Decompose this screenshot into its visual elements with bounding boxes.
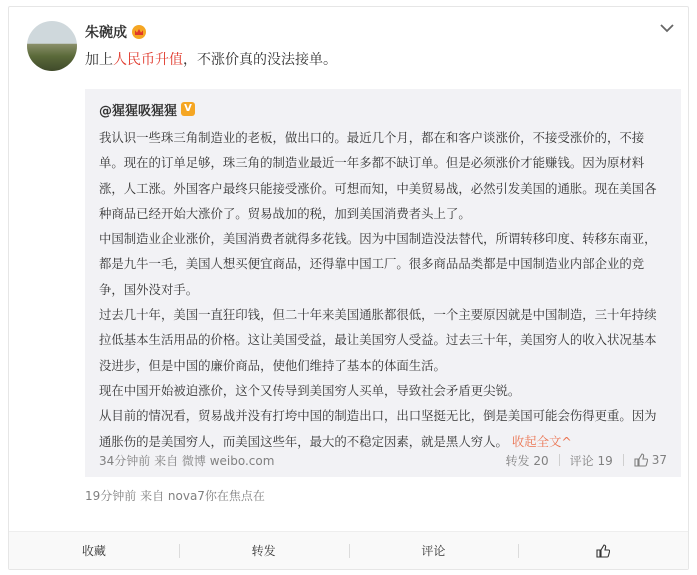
- quote-actions: [506, 452, 667, 469]
- crown-badge-icon: [132, 25, 146, 39]
- post-text-before: 加上: [85, 52, 113, 68]
- quote-paragraph: 中国制造业企业涨价，美国消费者就得多花钱。因为中国制造没法替代，所谓转移印度、转移东南亚，都是九牛一毛，美国人想买便宜商品，还得靠中国工厂。很多商品品类都是中国制造业内部企业的竞争，国外没对手。: [99, 231, 657, 297]
- weibo-post-card: [8, 6, 689, 570]
- quote-last-text: 从目前的情况看，贸易战并没有打垮中国的制造出口，出口坚挺无比，倒是美国可能会伤得更重。因为通胀伤的是美国穷人，而美国这些年，最大的不稳定因素，就是黑人穷人。: [99, 408, 657, 449]
- verified-badge-icon: V: [181, 102, 195, 116]
- author-row: [85, 21, 146, 43]
- quote-comment-button[interactable]: 评论 19: [569, 453, 613, 468]
- post-text-after: ，不涨价真的没法接单。: [183, 52, 337, 68]
- post-topic-link[interactable]: 人民币升值: [113, 52, 183, 68]
- quote-author-row: [99, 99, 667, 119]
- post-meta: 19分钟前 来自 nova7你在焦点在: [85, 489, 265, 503]
- quote-paragraph-last: [99, 403, 667, 454]
- thumbs-up-icon: [596, 544, 610, 558]
- post-text: [85, 49, 337, 69]
- quote-paragraph: 过去几十年，美国一直狂印钱，但二十年来美国通胀都很低，一个主要原因就是中国制造，三十年持续拉低基本生活用品的价格。这让美国受益，最让美国穷人受益。过去三十年，美国穷人的收入状况基本没进步，但是中国的廉价商品，使他们维持了基本的体面生活。: [99, 307, 657, 373]
- repost-button[interactable]: 转发: [179, 540, 349, 562]
- avatar[interactable]: [27, 21, 77, 71]
- comment-button[interactable]: 评论: [349, 540, 519, 562]
- favorite-button[interactable]: 收藏: [81, 543, 106, 558]
- collapse-text-link[interactable]: 收起全文^: [511, 433, 572, 449]
- quoted-post: [85, 89, 681, 477]
- divider: [623, 454, 624, 466]
- quote-meta-row: [99, 449, 667, 471]
- chevron-down-icon[interactable]: [658, 19, 676, 37]
- quote-paragraph: 现在中国开始被迫涨价，这个又传导到美国穷人买单，导致社会矛盾更尖锐。: [99, 382, 521, 398]
- thumbs-up-icon: [634, 453, 648, 467]
- quote-repost-button[interactable]: 转发 20: [505, 453, 549, 468]
- author-name[interactable]: 朱碗成: [85, 25, 127, 41]
- quote-body: [99, 125, 667, 454]
- like-button[interactable]: [518, 540, 688, 562]
- quote-paragraph: 我认识一些珠三角制造业的老板，做出口的。最近几个月，都在和客户谈涨价，不接受涨价的，不接单。现在的订单足够，珠三角的制造业最近一年多都不缺订单。但是必须涨价才能赚钱。因为原材料涨，人工涨。外国客户最终只能接受涨价。可想而知，中美贸易战，必然引发美国的通胀。现在美国各种商品已经开始大涨价了。贸易战加的税，加到美国消费者头上了。: [99, 130, 657, 221]
- quote-like-button[interactable]: [634, 453, 667, 467]
- quote-meta: 34分钟前 来自 微博 weibo.com: [99, 453, 275, 468]
- quote-author-name[interactable]: @猩猩吸猩猩: [99, 103, 178, 119]
- divider: [559, 454, 560, 466]
- action-bar: [9, 531, 688, 569]
- quote-like-count: 37: [651, 453, 667, 467]
